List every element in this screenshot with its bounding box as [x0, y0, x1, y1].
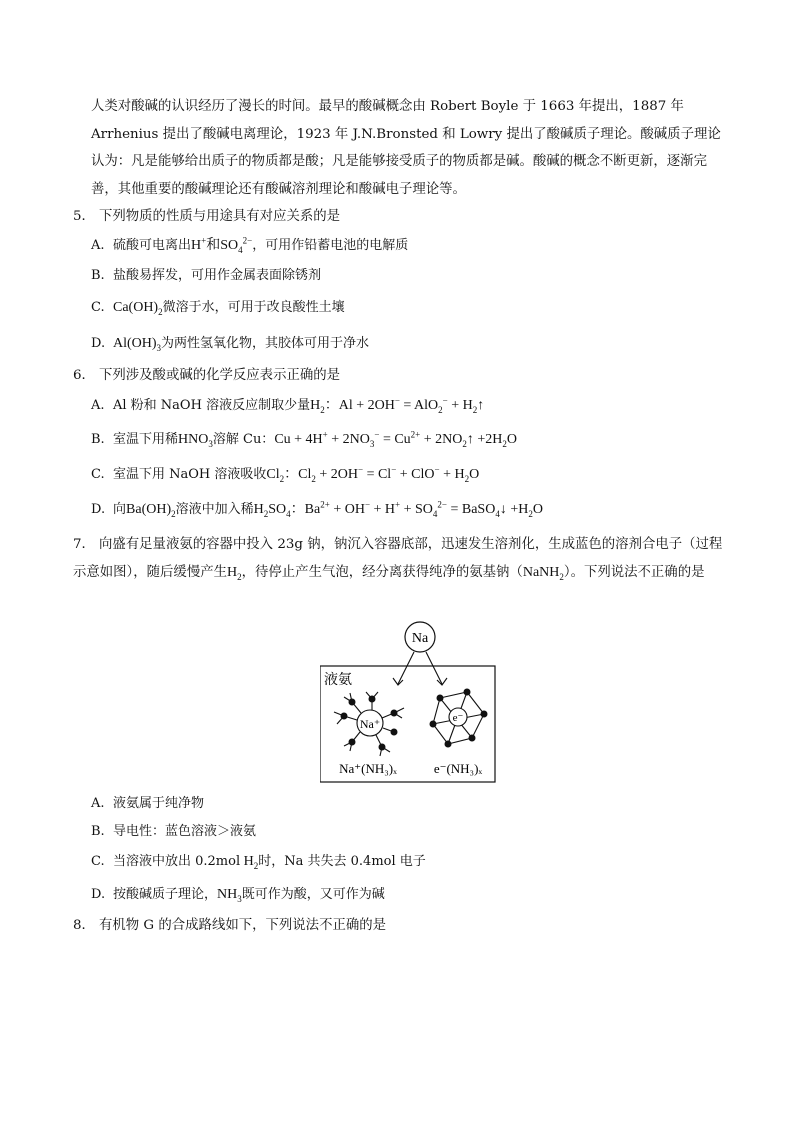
q5-option-b: B. 盐酸易挥发，可用作金属表面除锈剂 [91, 268, 322, 283]
q7-option-b: B. 导电性：蓝色溶液＞液氨 [91, 824, 257, 839]
q7-option-d: D. 按酸碱质子理论，$NH_3$既可作为酸，又可作为碱 [91, 887, 385, 904]
q6-option-b: B. 室温下用稀$HNO_3$溶解 Cu：$Cu + 4H^+ + 2NO_3^- = Cu^{2+}$ + $2NO_2↑ +2H_2O$ [91, 429, 518, 449]
arrow-left [398, 652, 414, 684]
q7-option-a: A. 液氨属于纯净物 [91, 796, 205, 811]
electron-cluster [430, 689, 488, 748]
question-stem: 下列物质的性质与用途具有对应关系的是 [99, 209, 341, 224]
svg-text:e⁻: e⁻ [452, 712, 464, 724]
q6-option-a: A. Al 粉和 NaOH 溶液反应制取少量$H_2$：$Al + 2OH^- = AlO_2^- + H_2↑$ [91, 395, 485, 415]
question-6: 6． 下列涉及酸或碱的化学反应表示正确的是 [73, 368, 341, 383]
arrow-right [426, 652, 442, 684]
na-ion-cluster [334, 692, 404, 756]
question-8: 8． 有机物 G 的合成路线如下，下列说法不正确的是 [73, 918, 387, 933]
question-5 [73, 207, 340, 227]
intro-paragraph: 人类对酸碱的认识经历了漫长的时间。最早的酸碱概念由 Robert Boyle 于 1663 年提出，1887 年 Arrhenius 提出了酸碱电离理论，1923 年 J.N.Bronsted 和 Lowry 提出了酸碱质子理论。酸碱质子理论认为：凡是能够给出质子的物质都是酸；凡是能够接受质子的物质都是碱。酸碱的概念不断更新，逐渐完善，其他重要的酸碱理论还有酸碱溶剂理论和酸碱电子理论等。 [91, 99, 721, 197]
na-ion-cluster-label: Na⁺(NH₃)ₓ [339, 761, 397, 776]
q5-option-d: D. $Al(OH)_3$为两性氢氧化物，其胶体可用于净水 [91, 336, 370, 353]
electron-cluster-label: e⁻(NH₃)ₓ [433, 761, 483, 776]
q5-option-c: C. $Ca(OH)_2$微溶于水，可用于改良酸性土壤 [91, 300, 345, 317]
q5-option-a: A. 硫酸可电离出H+和$SO_4^{2-}$，可用作铅蓄电池的电解质 [91, 235, 409, 255]
svg-text:Na⁺: Na⁺ [359, 717, 381, 731]
question-number: 5． [73, 209, 95, 224]
solvation-diagram [320, 620, 500, 785]
q7-option-c: C. 当溶液中放出 0.2mol $H_2$时，Na 共失去 0.4mol 电子 [91, 854, 426, 871]
liquid-ammonia-label: 液氨 [324, 672, 352, 688]
na-atom-label: Na [411, 631, 429, 646]
q6-option-d: D. 向$Ba(OH)_2$溶液中加入稀$H_2SO_4$：$Ba^{2+} + OH^- + H^+ + SO_4^{2-}$ = BaSO$_4$↓ $+H_2O$ [91, 499, 543, 519]
question-7: 7． 向盛有足量液氨的容器中投入 23g 钠，钠沉入容器底部，迅速发生溶剂化，生成蓝色的溶剂合电子（过程示意如图），随后缓慢产生$H_2$，待停止产生气泡，经分离获得纯净的氨基钠（NaNH$_2$）。下列说法不正确的是 [73, 537, 723, 582]
q6-option-c: C. 室温下用 NaOH 溶液吸收$Cl_2$：$Cl_2 + 2OH^- = Cl^- + ClO^- + H_2O$ [91, 464, 480, 484]
